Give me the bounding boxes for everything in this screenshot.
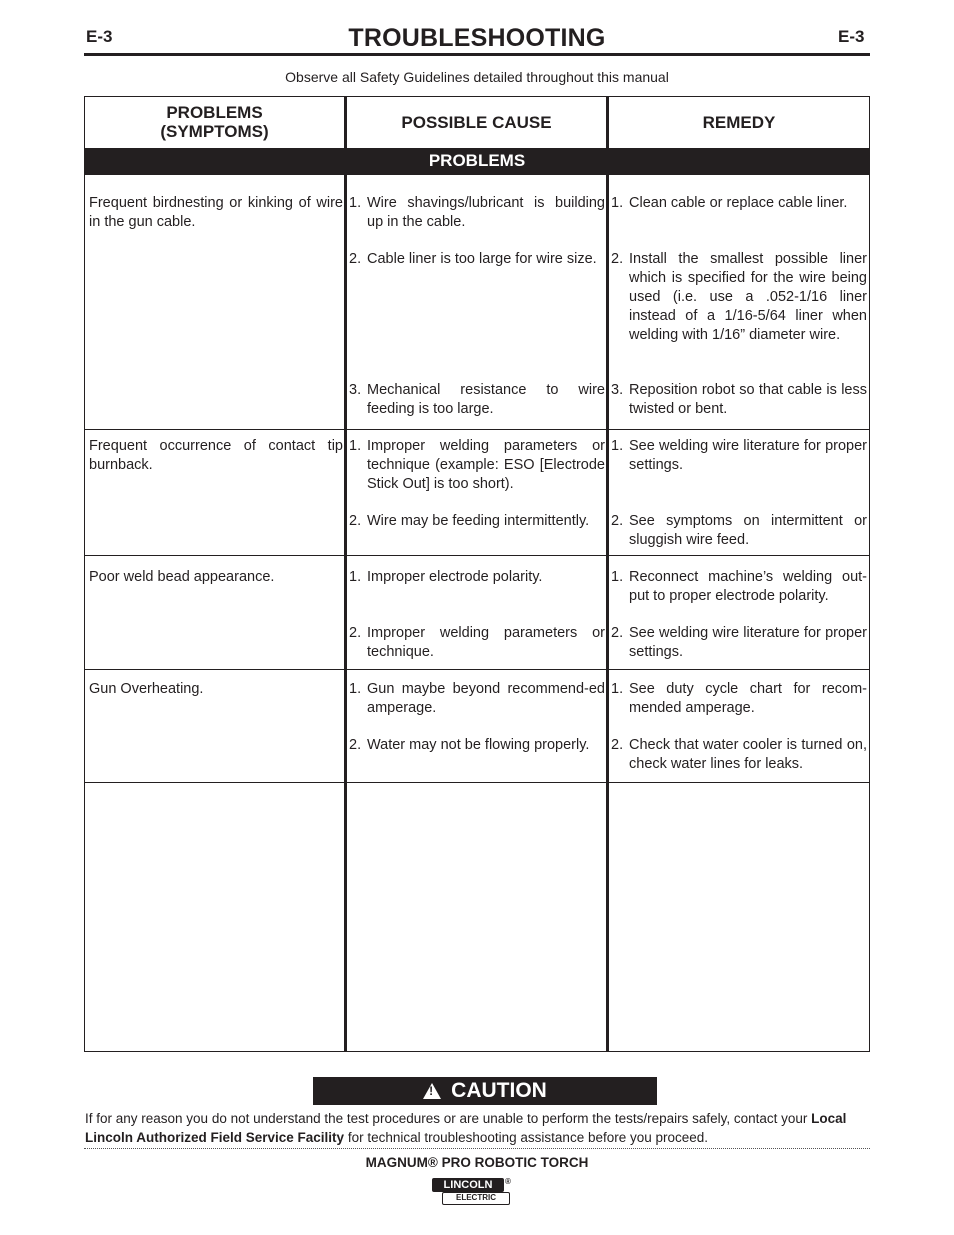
caution-label: CAUTION	[451, 1079, 547, 1102]
item-text: Check that water cooler is turned on, check water lines for leaks.	[629, 737, 867, 772]
cause-item	[349, 194, 605, 232]
row-divider	[84, 429, 870, 430]
item-number: 1.	[611, 569, 624, 585]
item-text: Cable liner is too large for wire size.	[367, 251, 597, 267]
item-text: Improper electrode polarity.	[367, 569, 543, 585]
remedy-item	[611, 512, 867, 550]
remedy-item	[611, 250, 867, 345]
item-number: 2.	[611, 737, 624, 753]
item-text: See welding wire literature for proper settings.	[629, 625, 867, 660]
item-text: Wire may be feeding intermittently.	[367, 513, 590, 529]
item-text: Clean cable or replace cable liner.	[629, 195, 848, 211]
header-remedy: REMEDY	[702, 112, 776, 132]
product-name: MAGNUM® PRO ROBOTIC TORCH	[365, 1155, 589, 1170]
item-number: 1.	[349, 569, 362, 585]
caution-banner	[313, 1077, 657, 1105]
caution-text-start: If for any reason you do not understand the test procedures or are unable to perform the tests/repairs safely, contact your	[85, 1111, 812, 1126]
page-title: TROUBLESHOOTING	[348, 24, 606, 52]
remedy-item	[611, 680, 867, 718]
header-possible-cause: POSSIBLE CAUSE	[401, 112, 552, 132]
item-number: 2.	[611, 513, 624, 529]
cause-item	[349, 680, 605, 718]
item-text: Mechanical resistance to wire feeding is too large.	[367, 382, 605, 417]
item-number: 1.	[349, 195, 362, 211]
row-divider	[84, 669, 870, 670]
symptom-cell: Frequent birdnesting or kinking of wire in the gun cable.	[89, 195, 343, 230]
item-number: 2.	[611, 625, 624, 641]
item-number: 3.	[349, 382, 362, 398]
item-text: Gun maybe beyond recommend-ed amperage.	[367, 681, 605, 716]
cause-item	[349, 512, 605, 531]
item-number: 1.	[611, 195, 624, 211]
column-divider	[344, 96, 347, 1052]
item-number: 2.	[349, 625, 362, 641]
cause-item	[349, 381, 605, 419]
symptom-cell: Poor weld bead appearance.	[89, 569, 275, 585]
caution-text	[85, 1109, 871, 1147]
remedy-item	[611, 568, 867, 606]
remedy-item	[611, 437, 867, 475]
item-number: 1.	[349, 438, 362, 454]
cause-item	[349, 624, 605, 662]
cause-item	[349, 568, 605, 587]
page-code-left: E-3	[86, 27, 113, 46]
symptom-cell: Gun Overheating.	[89, 681, 204, 697]
item-text: Improper welding parameters or technique.	[367, 625, 605, 660]
item-text: See welding wire literature for proper settings.	[629, 438, 867, 473]
item-text: Water may not be flowing properly.	[367, 737, 590, 753]
logo-registered-mark: ®	[505, 1177, 511, 1186]
item-text: Reconnect machine’s welding out-put to proper electrode polarity.	[629, 569, 867, 604]
item-number: 2.	[349, 513, 362, 529]
item-text: Reposition robot so that cable is less twisted or bent.	[629, 382, 867, 417]
item-number: 2.	[611, 251, 624, 267]
item-text: Install the smallest possible liner which is specified for the wire being used (i.e. use a .052-1/16 liner instead of a 1/16-5/64 liner when welding with 1/16” diameter wire.	[629, 251, 867, 343]
caution-text-end: for technical troubleshooting assistance before you proceed.	[344, 1130, 709, 1145]
remedy-item	[611, 194, 867, 213]
item-text: Improper welding parameters or technique (example: ESO [Electrode Stick Out] is too short).	[367, 438, 605, 492]
item-number: 1.	[611, 681, 624, 697]
lincoln-electric-logo	[432, 1178, 512, 1208]
item-number: 1.	[611, 438, 624, 454]
cause-item	[349, 250, 605, 269]
column-divider	[606, 96, 609, 1052]
header-problems: PROBLEMS (SYMPTOMS)	[160, 103, 269, 141]
footer-divider	[84, 1148, 870, 1149]
symptom-cell: Frequent occurrence of contact tip burnback.	[89, 438, 343, 473]
logo-top: LINCOLN	[432, 1178, 504, 1192]
item-text: Wire shavings/lubricant is building up in the cable.	[367, 195, 605, 230]
remedy-item	[611, 381, 867, 419]
item-number: 3.	[611, 382, 624, 398]
item-text: See duty cycle chart for recom-mended amperage.	[629, 681, 867, 716]
item-number: 1.	[349, 681, 362, 697]
safety-note: Observe all Safety Guidelines detailed throughout this manual	[285, 69, 669, 85]
row-divider	[84, 555, 870, 556]
row-divider	[84, 782, 870, 783]
warning-triangle-icon	[423, 1083, 441, 1099]
item-number: 2.	[349, 251, 362, 267]
section-band: PROBLEMS	[85, 148, 869, 175]
logo-bottom: ELECTRIC	[442, 1192, 510, 1205]
cause-item	[349, 736, 605, 755]
item-number: 2.	[349, 737, 362, 753]
service-facility-text: Local Lincoln Authorized Field Service Facility	[85, 1111, 847, 1145]
remedy-item	[611, 736, 867, 774]
cause-item	[349, 437, 605, 494]
item-text: See symptoms on intermittent or sluggish wire feed.	[629, 513, 867, 548]
remedy-item	[611, 624, 867, 662]
title-rule	[84, 53, 870, 56]
page-code-right: E-3	[838, 27, 865, 46]
